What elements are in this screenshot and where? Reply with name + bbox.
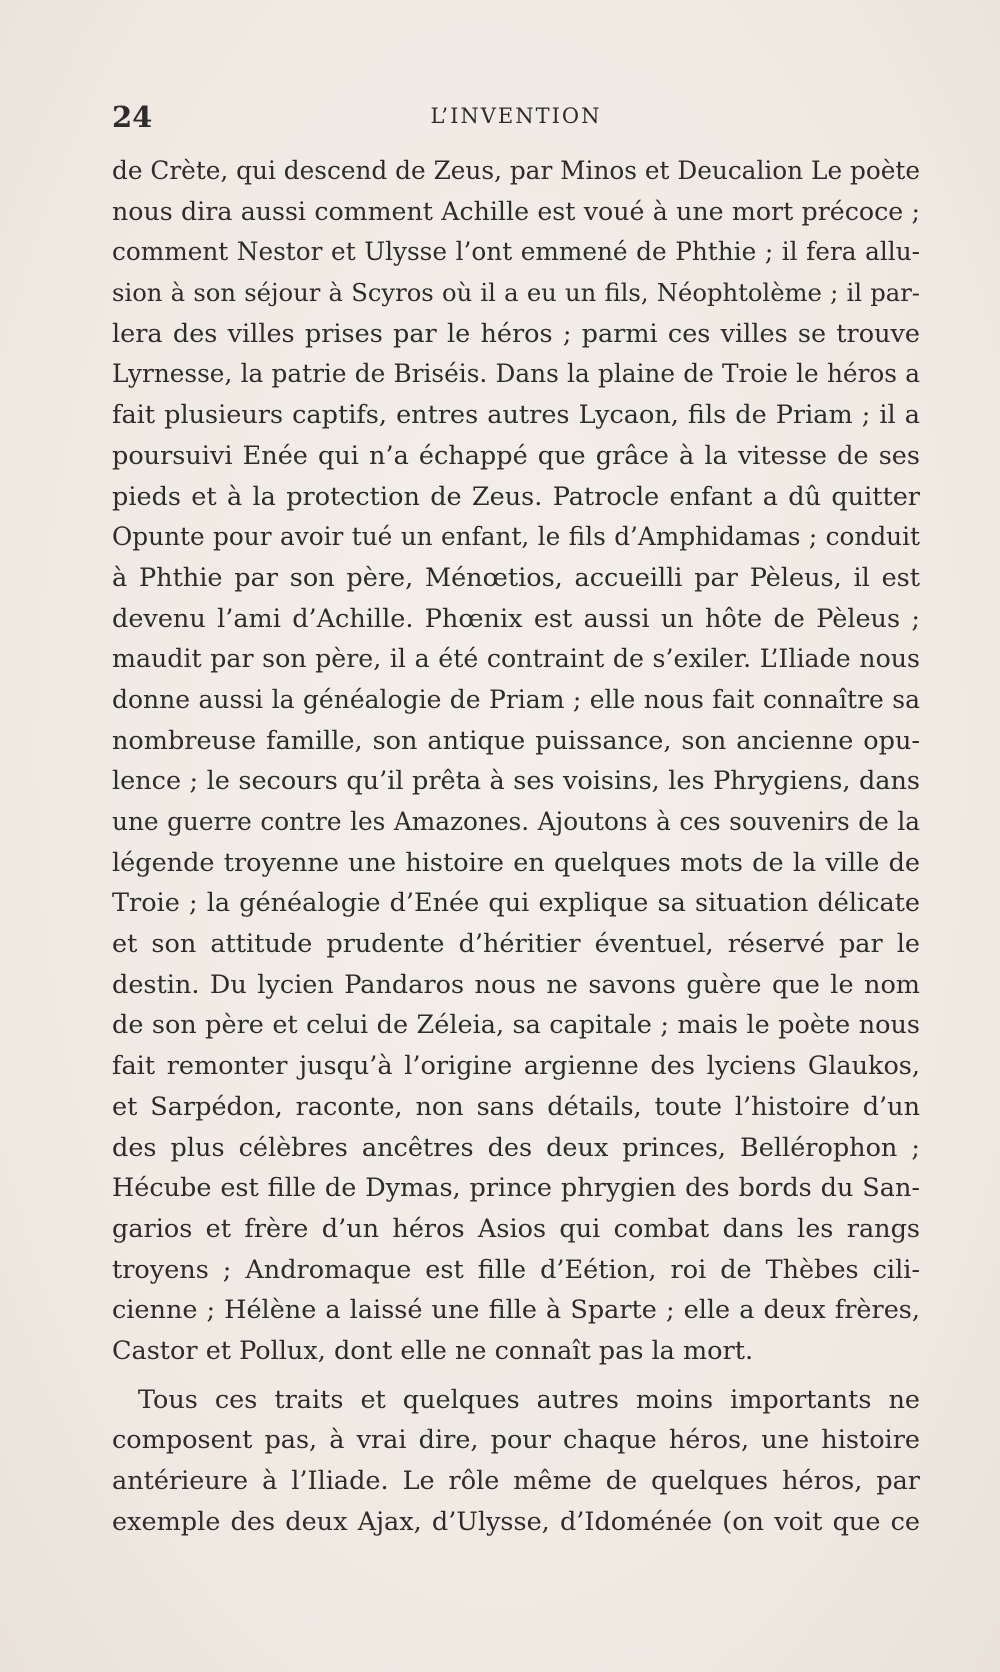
text-line: Castor et Pollux, dont elle ne connaît pas la mort. — [112, 1335, 754, 1366]
running-title: L’INVENTION — [430, 104, 602, 128]
text-line: et son attitude prudente d’héritier éventuel, réservé par le — [112, 929, 920, 960]
text-line: sion à son séjour à Scyros où il a eu un fils, Néophtolème ; il par- — [112, 278, 920, 308]
text-line: nombreuse famille, son antique puissance, son ancienne opu- — [112, 725, 920, 756]
text-line: donne aussi la généalogie de Priam ; elle nous fait connaître sa — [112, 684, 920, 714]
text-line: nous dira aussi comment Achille est voué à une mort précoce ; — [112, 196, 920, 226]
text-line: destin. Du lycien Pandaros nous ne savons guère que le nom — [112, 969, 920, 1000]
text-line: lence ; le secours qu’il prêta à ses voisins, les Phrygiens, dans — [112, 766, 920, 797]
text-line: poursuivi Enée qui n’a échappé que grâce à la vitesse de ses — [112, 440, 920, 471]
text-line: Tous ces traits et quelques autres moins importants ne — [138, 1384, 920, 1415]
text-line: de Crète, qui descend de Zeus, par Minos et Deucalion Le poète — [112, 156, 920, 185]
text-line: lera des villes prises par le héros ; parmi ces villes se trouve — [112, 318, 920, 349]
text-line: et Sarpédon, raconte, non sans détails, toute l’histoire d’un — [112, 1091, 920, 1122]
text-line: une guerre contre les Amazones. Ajoutons à ces souvenirs de la — [112, 807, 920, 836]
text-line: légende troyenne une histoire en quelques mots de la ville de — [112, 847, 920, 878]
paragraph-gap — [112, 1372, 920, 1380]
text-line: garios et frère d’un héros Asios qui combat dans les rangs — [112, 1213, 920, 1244]
running-head — [112, 100, 920, 140]
paragraph-2 — [112, 1380, 920, 1543]
text-line: fait plusieurs captifs, entres autres Lycaon, fils de Priam ; il a — [112, 400, 920, 431]
paragraph-1 — [112, 151, 920, 1372]
text-line: Hécube est fille de Dymas, prince phrygien des bords du San- — [112, 1173, 920, 1204]
text-line: devenu l’ami d’Achille. Phœnix est aussi un hôte de Pèleus ; — [112, 603, 920, 634]
text-line: composent pas, à vrai dire, pour chaque héros, une histoire — [112, 1425, 920, 1456]
text-line: cienne ; Hélène a laissé une fille à Sparte ; elle a deux frères, — [112, 1295, 920, 1326]
text-line: de son père et celui de Zéleia, sa capitale ; mais le poète nous — [112, 1010, 920, 1041]
text-line: comment Nestor et Ulysse l’ont emmené de Phthie ; il fera allu- — [112, 237, 920, 267]
text-line: Lyrnesse, la patrie de Briséis. Dans la plaine de Troie le héros a — [112, 359, 920, 389]
page-number: 24 — [112, 100, 153, 134]
text-line: Opunte pour avoir tué un enfant, le fils d’Amphidamas ; conduit — [112, 522, 920, 552]
text-line: troyens ; Andromaque est fille d’Eétion, roi de Thèbes cili- — [112, 1254, 920, 1285]
text-line: antérieure à l’Iliade. Le rôle même de quelques héros, par — [112, 1466, 920, 1496]
text-line: Troie ; la généalogie d’Enée qui explique sa situation délicate — [112, 888, 920, 919]
text-line: pieds et à la protection de Zeus. Patrocle enfant a dû quitter — [112, 481, 920, 512]
body-text — [112, 151, 920, 1542]
text-line: des plus célèbres ancêtres des deux princes, Bellérophon ; — [112, 1132, 920, 1163]
text-line: exemple des deux Ajax, d’Ulysse, d’Idoménée (on voit que ce — [112, 1506, 920, 1537]
text-line: maudit par son père, il a été contraint de s’exiler. L’Iliade nous — [112, 644, 920, 674]
text-line: à Phthie par son père, Ménœtios, accueilli par Pèleus, il est — [112, 562, 920, 593]
text-line: fait remonter jusqu’à l’origine argienne des lyciens Glaukos, — [112, 1051, 920, 1082]
